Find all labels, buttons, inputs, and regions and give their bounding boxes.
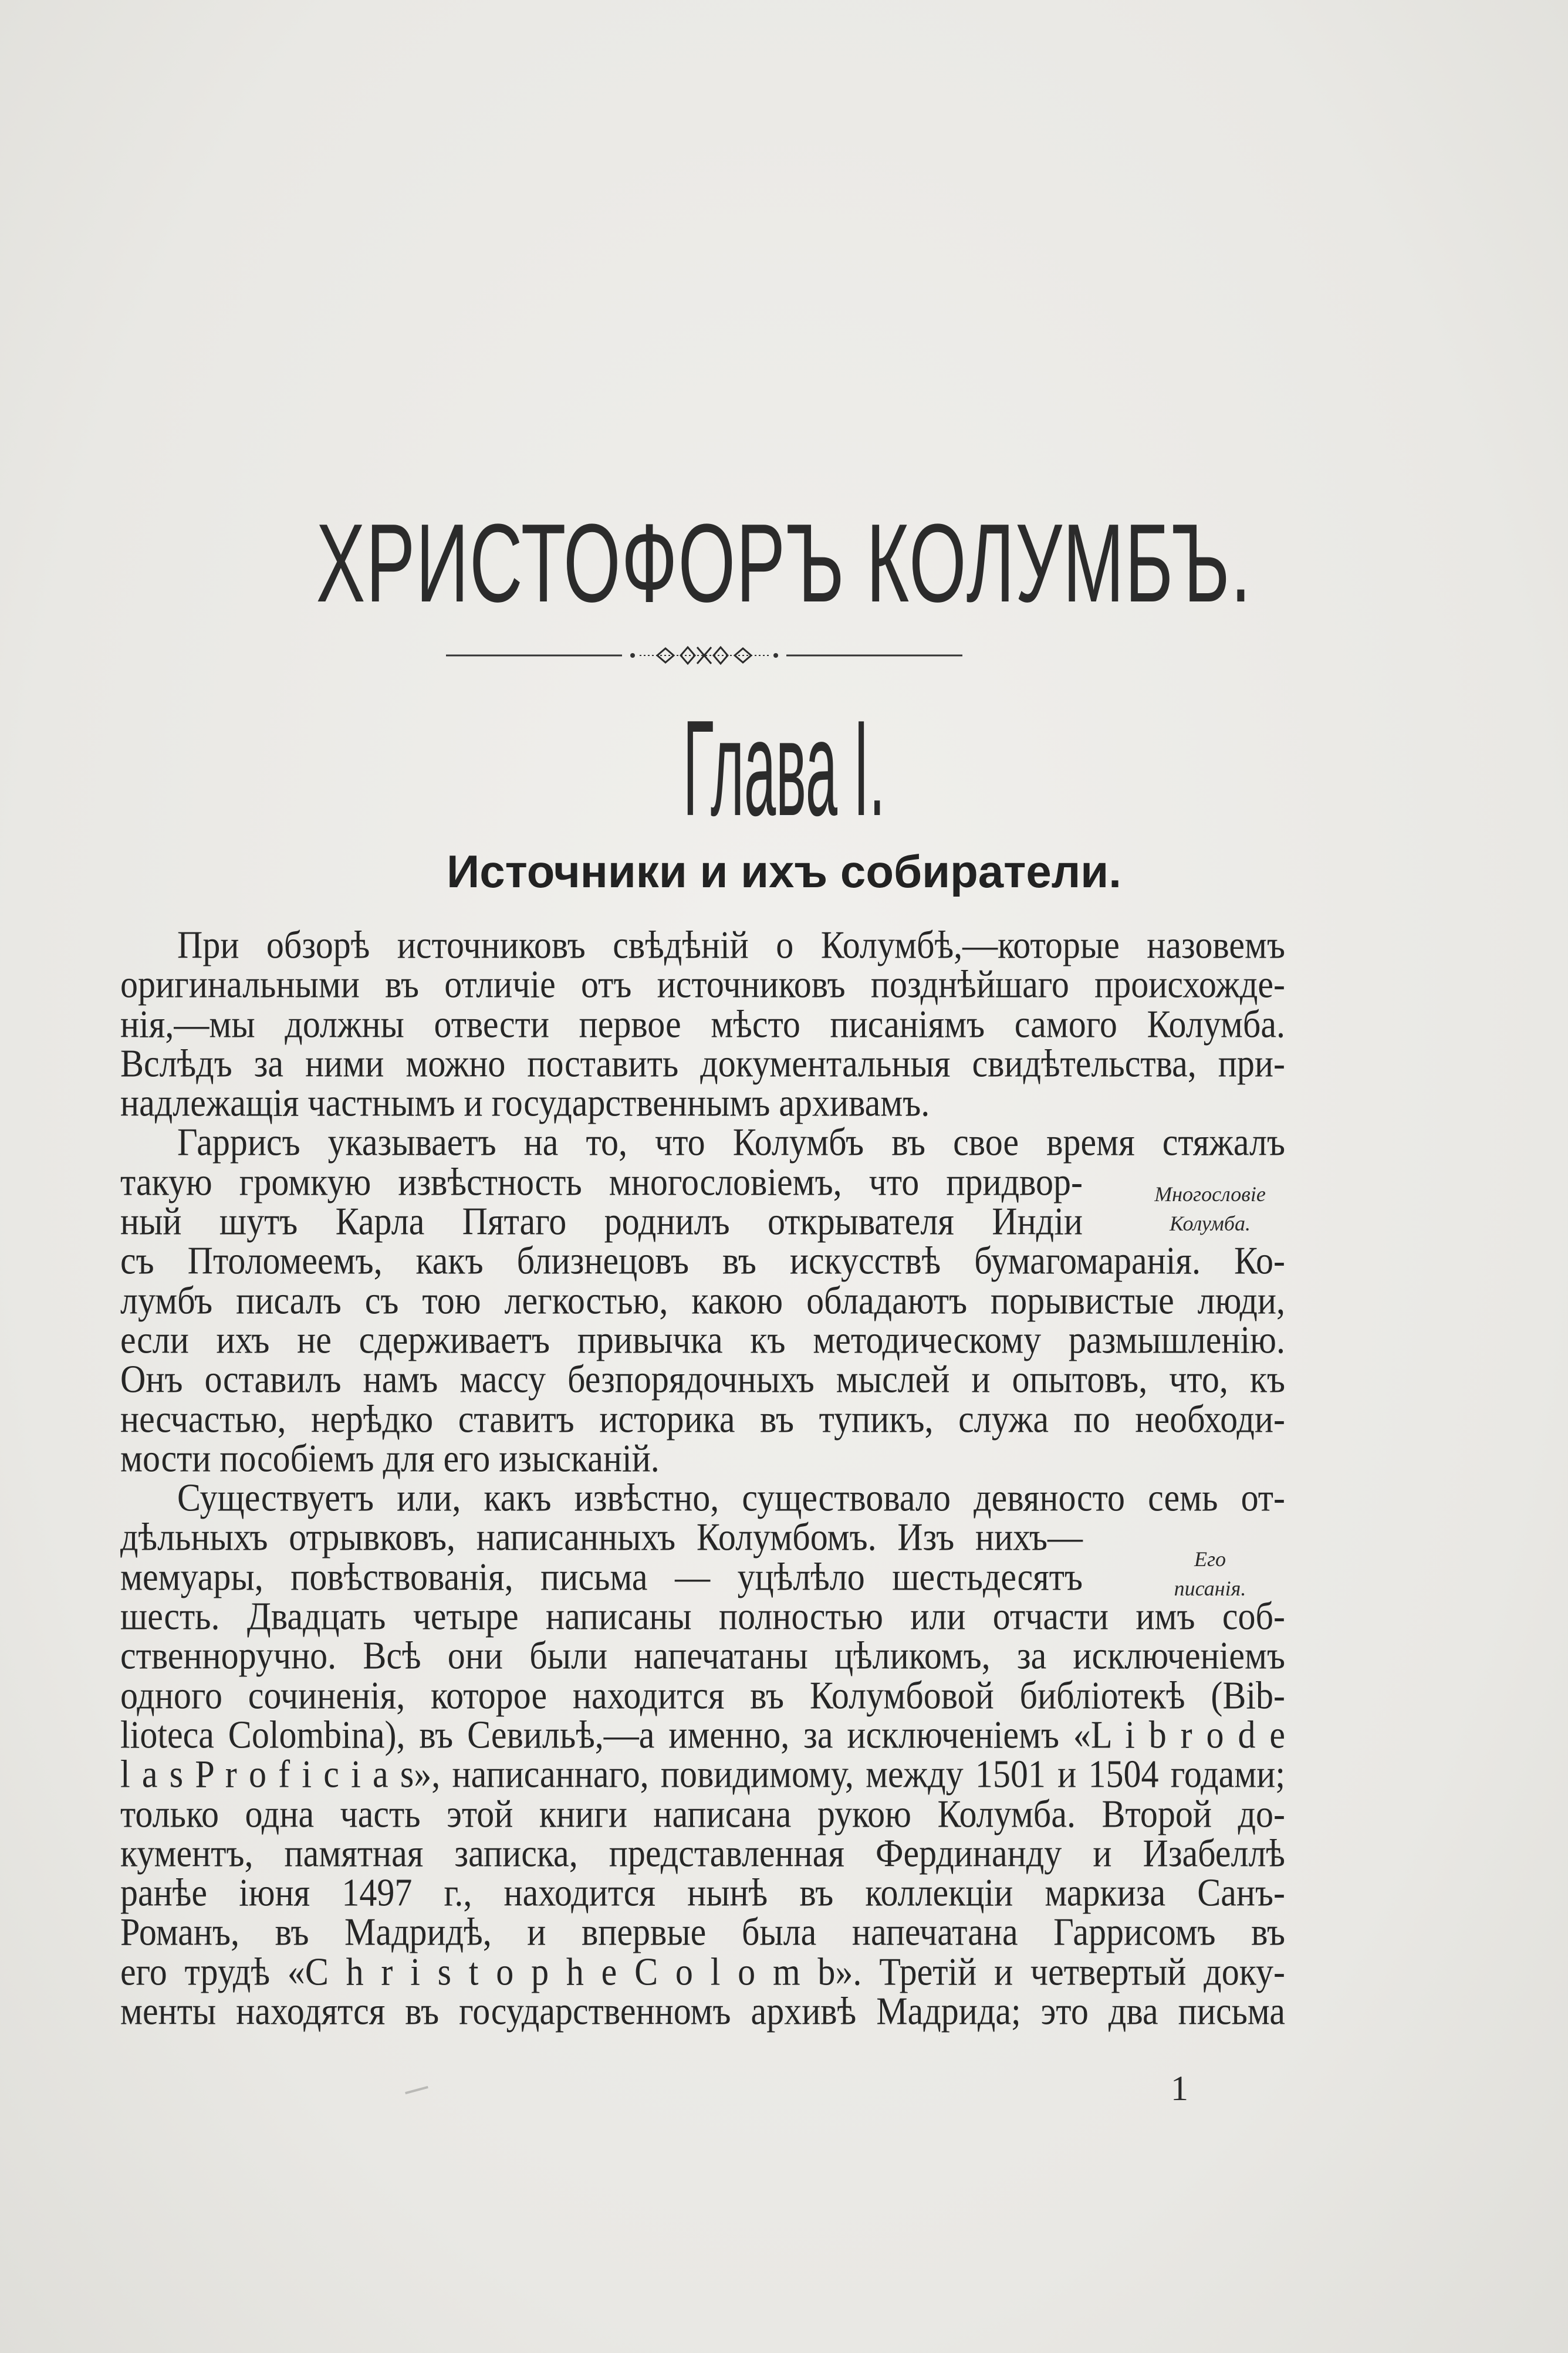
text-line: только одна часть этой книги написана рукою Колумба. Второй до- bbox=[120, 1791, 1285, 1835]
ornament-divider bbox=[446, 643, 962, 668]
text-line: нія,—мы должны отвести первое мѣсто писаніямъ самого Колумба. bbox=[120, 1002, 1285, 1046]
book-title-text: ХРИСТОФОРЪ КОЛУМБЪ. bbox=[316, 501, 1252, 626]
chapter-heading bbox=[0, 692, 1568, 844]
text-line: его трудѣ «C h r i s t o p h e C o l o m b». Третій и четвертый доку- bbox=[120, 1949, 1285, 1993]
text-line: l a s P r o f i c i a s», написаннаго, повидимому, между 1501 и 1504 годами; bbox=[120, 1752, 1285, 1796]
margin-note-line: писанія. bbox=[1174, 1577, 1246, 1600]
chapter-heading-text: Глава I. bbox=[682, 692, 886, 844]
text-line: такую громкую извѣстность многословіемъ, что придвор- bbox=[120, 1159, 1083, 1203]
text-line: съ Птоломеемъ, какъ близнецовъ въ искусствѣ бумагомаранія. Ко- bbox=[120, 1239, 1285, 1283]
text-line: надлежащія частнымъ и государственнымъ архивамъ. bbox=[120, 1081, 930, 1125]
text-line: несчастью, нерѣдко ставитъ историка въ тупикъ, служа по необходи- bbox=[120, 1397, 1285, 1441]
text-line: Онъ оставилъ намъ массу безпорядочныхъ мыслей и опытовъ, что, къ bbox=[120, 1357, 1285, 1401]
text-line: мости пособіемъ для его изысканій. bbox=[120, 1436, 660, 1480]
text-line: оригинальными въ отличіе отъ источниковъ позднѣйшаго происхожде- bbox=[120, 962, 1285, 1006]
text-line: мемуары, повѣствованія, письма — уцѣлѣло шестьдесятъ bbox=[120, 1554, 1083, 1598]
margin-note-line: Многословіе bbox=[1154, 1182, 1266, 1206]
margin-note-writings bbox=[1122, 1544, 1298, 1603]
text-line: дѣльныхъ отрывковъ, написанныхъ Колумбомъ. Изъ нихъ— bbox=[120, 1515, 1083, 1559]
margin-note-verbosity bbox=[1122, 1179, 1298, 1238]
margin-note-line: Его bbox=[1194, 1547, 1226, 1571]
chapter-subtitle: Источники и ихъ собиратели. bbox=[447, 846, 1121, 897]
text-line: лумбъ писалъ съ тою легкостью, какою обладаютъ порывистые люди, bbox=[120, 1278, 1285, 1322]
text-line: ственноручно. Всѣ они были напечатаны цѣликомъ, за исключеніемъ bbox=[120, 1634, 1285, 1678]
text-line: lioteca Colombina), въ Севильѣ,—а именно, за исключеніемъ «L i b r o d e bbox=[120, 1713, 1285, 1757]
text-line: шесть. Двадцать четыре написаны полностью или отчасти имъ соб- bbox=[120, 1594, 1285, 1638]
text-line: ный шутъ Карла Пятаго роднилъ открывателя Индіи bbox=[120, 1199, 1083, 1243]
text-line: Романъ, въ Мадридѣ, и впервые была напечатана Гаррисомъ въ bbox=[120, 1910, 1285, 1954]
book-title bbox=[0, 501, 1568, 626]
text-line: менты находятся въ государственномъ архивѣ Мадрида; это два письма bbox=[120, 1989, 1285, 2033]
text-line: Вслѣдъ за ними можно поставить документальныя свидѣтельства, при- bbox=[120, 1042, 1285, 1085]
page-number: 1 bbox=[1171, 2069, 1188, 2108]
margin-note-line: Колумба. bbox=[1169, 1212, 1251, 1235]
text-line: Существуетъ или, какъ извѣстно, существовало девяносто семь от- bbox=[177, 1476, 1285, 1520]
text-line: Гаррисъ указываетъ на то, что Колумбъ въ свое время стяжалъ bbox=[177, 1120, 1285, 1164]
text-line: если ихъ не сдерживаетъ привычка къ методическому размышленію. bbox=[120, 1318, 1285, 1362]
text-line: кументъ, памятная записка, представленная Фердинанду и Изабеллѣ bbox=[120, 1831, 1285, 1875]
ink-mark bbox=[405, 2086, 428, 2094]
text-line: одного сочиненія, которое находится въ Колумбовой библіотекѣ (Bib- bbox=[120, 1673, 1285, 1717]
text-line: ранѣе іюня 1497 г., находится нынѣ въ коллекціи маркиза Санъ- bbox=[120, 1871, 1285, 1915]
body-text bbox=[120, 923, 1285, 2033]
text-line: При обзорѣ источниковъ свѣдѣній о Колумбѣ,—которые назовемъ bbox=[177, 923, 1285, 967]
